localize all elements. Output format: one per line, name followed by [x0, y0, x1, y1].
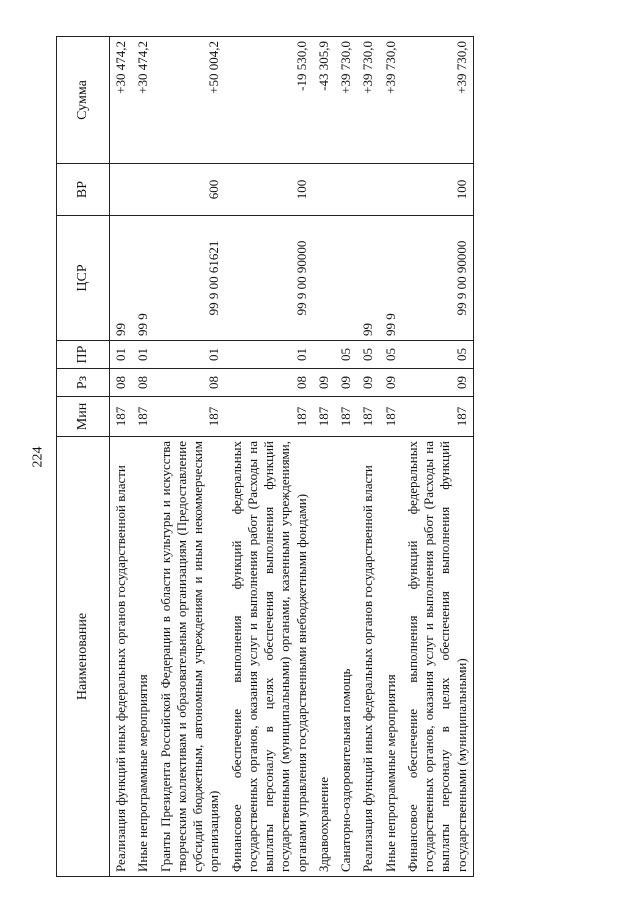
cell-rz: 09	[357, 369, 379, 397]
cell-sum: -43 305,9	[313, 37, 335, 164]
cell-rz: 08	[110, 369, 133, 397]
col-header-vr: ВР	[57, 164, 110, 216]
cell-vr	[380, 164, 402, 216]
cell-name: Реализация функций иных федеральных органов государственной власти	[357, 437, 379, 877]
col-header-pr: ПР	[57, 341, 110, 369]
cell-name: Здравоохранение	[313, 437, 335, 877]
cell-csr	[313, 216, 335, 341]
cell-csr: 99 9	[132, 216, 154, 341]
page-number: 224	[30, 446, 46, 468]
cell-name: Гранты Президента Российской Федерации в области культуры и искусства творческим коллективам и образовательным организациям (Предоставление субсидий бюджетным, автономным учреждениям и иным некоммерческим организациям)	[155, 437, 226, 877]
table-row	[110, 37, 133, 877]
cell-vr	[357, 164, 379, 216]
cell-sum: +30 474,2	[110, 37, 133, 164]
cell-sum: -19 530,0	[226, 37, 313, 164]
col-header-sum: Сумма	[57, 37, 110, 164]
cell-sum: +39 730,0	[335, 37, 357, 164]
table-row	[132, 37, 154, 877]
cell-csr	[335, 216, 357, 341]
cell-pr: 01	[155, 341, 226, 369]
cell-min: 187	[335, 397, 357, 437]
cell-sum: +39 730,0	[402, 37, 474, 164]
cell-pr: 05	[335, 341, 357, 369]
col-header-min: Мин	[57, 397, 110, 437]
cell-min: 187	[357, 397, 379, 437]
cell-pr: 05	[357, 341, 379, 369]
cell-min: 187	[155, 397, 226, 437]
cell-rz: 09	[380, 369, 402, 397]
cell-min: 187	[380, 397, 402, 437]
cell-name: Иные непрограммные мероприятия	[380, 437, 402, 877]
cell-rz: 09	[402, 369, 474, 397]
cell-min: 187	[110, 397, 133, 437]
col-header-csr: ЦСР	[57, 216, 110, 341]
cell-name: Финансовое обеспечение выполнения функций федеральных государственных органов, оказания услуг и выполнения работ (Расходы на выплаты персоналу в целях обеспечения выполнения функций государственными (муниципальными)	[402, 437, 474, 877]
table-row	[155, 37, 226, 877]
cell-min: 187	[226, 397, 313, 437]
cell-csr: 99	[110, 216, 133, 341]
cell-csr: 99 9 00 90000	[226, 216, 313, 341]
rotated-table-container	[56, 37, 621, 877]
cell-sum: +50 004,2	[155, 37, 226, 164]
cell-pr: 01	[110, 341, 133, 369]
cell-name: Финансовое обеспечение выполнения функций федеральных государственных органов, оказания услуг и выполнения работ (Расходы на выплаты персоналу в целях обеспечения выполнения функций государственными (муниципальными) органами, казенными учреждениями, органами управления государственными внебюджетными фондами)	[226, 437, 313, 877]
cell-sum: +39 730,0	[380, 37, 402, 164]
cell-csr: 99 9 00 61621	[155, 216, 226, 341]
table-row	[226, 37, 313, 877]
cell-csr: 99	[357, 216, 379, 341]
cell-vr: 100	[226, 164, 313, 216]
table-row	[357, 37, 379, 877]
col-header-name: Наименование	[57, 437, 110, 877]
table-header-row	[57, 37, 110, 877]
table-row	[313, 37, 335, 877]
cell-rz: 09	[335, 369, 357, 397]
cell-pr: 01	[226, 341, 313, 369]
cell-min: 187	[402, 397, 474, 437]
cell-sum: +39 730,0	[357, 37, 379, 164]
table-row	[402, 37, 474, 877]
cell-vr	[335, 164, 357, 216]
cell-rz: 08	[132, 369, 154, 397]
col-header-rz: Рз	[57, 369, 110, 397]
cell-min: 187	[313, 397, 335, 437]
cell-rz: 08	[226, 369, 313, 397]
cell-name: Санаторно-оздоровительная помощь	[335, 437, 357, 877]
cell-vr: 600	[155, 164, 226, 216]
cell-pr: 05	[402, 341, 474, 369]
cell-vr	[132, 164, 154, 216]
cell-rz: 09	[313, 369, 335, 397]
cell-vr: 100	[402, 164, 474, 216]
cell-rz: 08	[155, 369, 226, 397]
cell-name: Иные непрограммные мероприятия	[132, 437, 154, 877]
cell-vr	[313, 164, 335, 216]
cell-vr	[110, 164, 133, 216]
cell-sum: +30 474,2	[132, 37, 154, 164]
table-row	[380, 37, 402, 877]
cell-min: 187	[132, 397, 154, 437]
cell-csr: 99 9 00 90000	[402, 216, 474, 341]
cell-pr	[313, 341, 335, 369]
cell-pr: 01	[132, 341, 154, 369]
cell-csr: 99 9	[380, 216, 402, 341]
cell-pr: 05	[380, 341, 402, 369]
cell-name: Реализация функций иных федеральных органов государственной власти	[110, 437, 133, 877]
table-row	[335, 37, 357, 877]
budget-table	[56, 36, 474, 877]
